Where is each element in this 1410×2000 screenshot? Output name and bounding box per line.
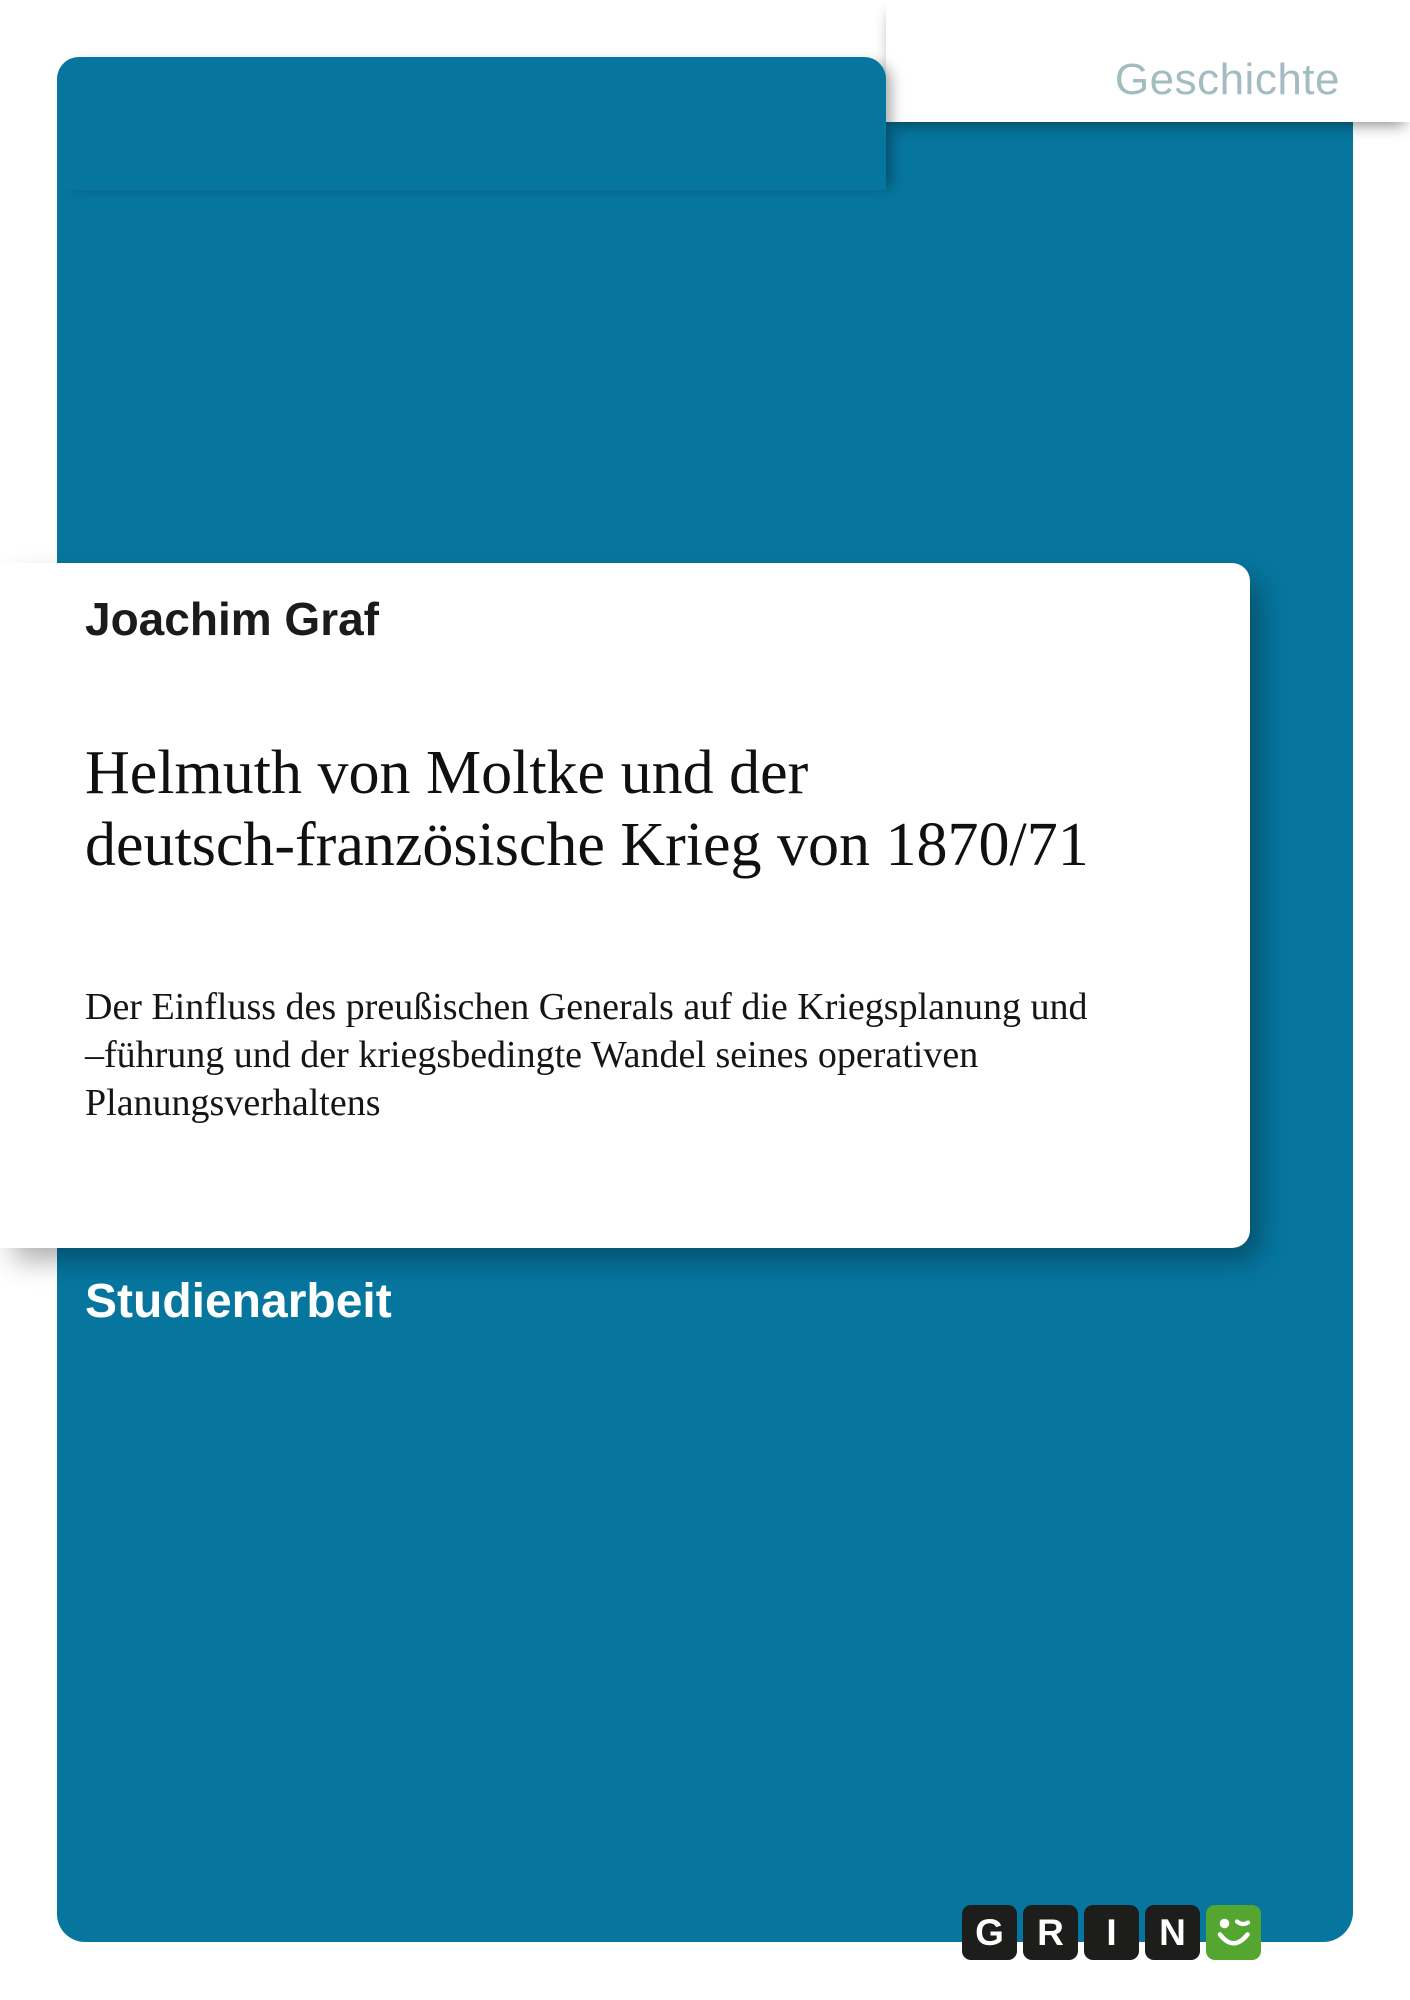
book-title-line-1: Helmuth von Moltke und der bbox=[85, 739, 809, 807]
winking-smiley-icon bbox=[1206, 1905, 1261, 1960]
logo-letter: G bbox=[975, 1911, 1004, 1953]
logo-tile-smiley bbox=[1206, 1905, 1261, 1960]
teal-tab-top bbox=[57, 57, 886, 190]
logo-tile-i bbox=[1084, 1905, 1139, 1960]
document-type-label: Studienarbeit bbox=[85, 1275, 392, 1328]
book-title-line-2: deutsch-französische Krieg von 1870/71 bbox=[85, 811, 1089, 879]
logo-tile-r bbox=[1023, 1905, 1078, 1960]
book-subtitle bbox=[85, 983, 1088, 1127]
logo-letter: R bbox=[1037, 1911, 1064, 1953]
book-title bbox=[85, 737, 1089, 881]
category-label: Geschichte bbox=[1114, 55, 1340, 104]
logo-tile-n bbox=[1145, 1905, 1200, 1960]
author-name: Joachim Graf bbox=[85, 593, 379, 645]
grin-logo bbox=[962, 1905, 1261, 1960]
logo-tile-g bbox=[962, 1905, 1017, 1960]
logo-letter: I bbox=[1106, 1911, 1117, 1953]
book-subtitle-line-3: Planungsverhaltens bbox=[85, 1082, 381, 1124]
book-subtitle-line-1: Der Einfluss des preußischen Generals auf die Kriegsplanung und bbox=[85, 986, 1088, 1028]
title-card bbox=[0, 563, 1250, 1248]
book-subtitle-line-2: –führung und der kriegsbedingte Wandel seines operativen bbox=[85, 1034, 979, 1076]
logo-letter: N bbox=[1159, 1911, 1186, 1953]
